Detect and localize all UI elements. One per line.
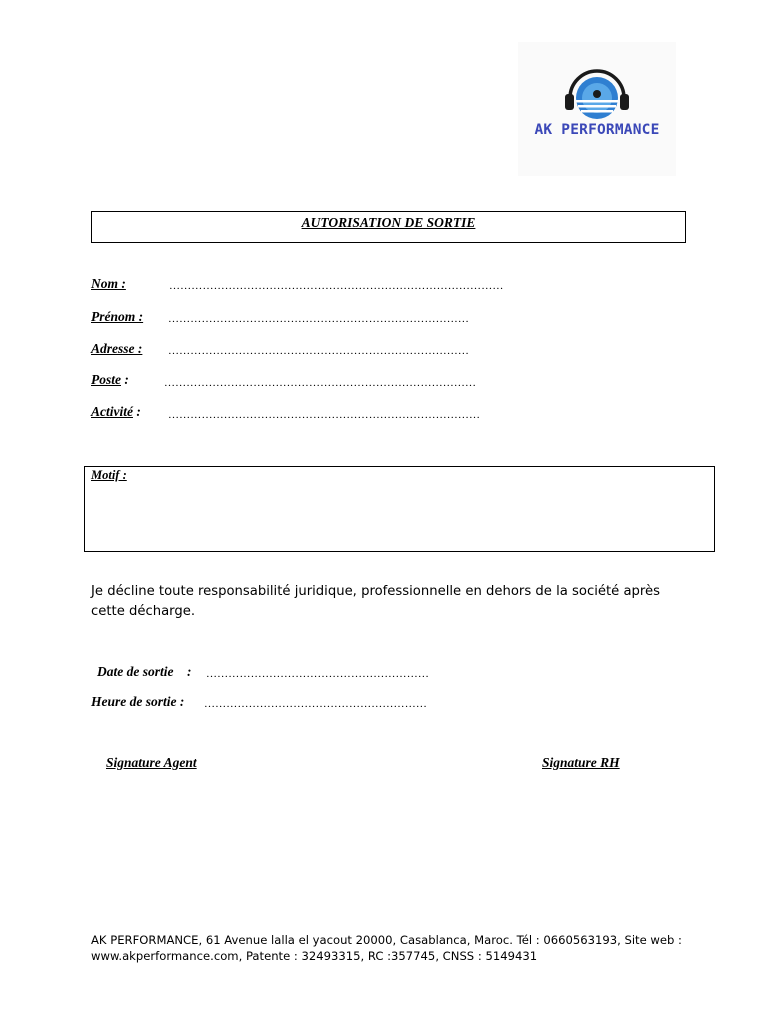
headphones-disc-icon	[562, 64, 632, 122]
document-title: AUTORISATION DE SORTIE	[301, 215, 476, 230]
activite-label: Activité :	[91, 404, 141, 419]
logo-brand-text: AK PERFORMANCE	[534, 122, 660, 138]
heure-label: Heure de sortie :	[91, 694, 185, 709]
title-box	[91, 211, 686, 243]
adresse-label: Adresse :	[91, 341, 143, 356]
poste-field[interactable]: …………………………………………………………………………	[164, 377, 477, 389]
motif-box[interactable]	[84, 466, 715, 552]
nom-field[interactable]: ………………………………………………………………………………	[169, 280, 504, 292]
signature-agent-label: Signature Agent	[106, 755, 197, 770]
prenom-label: Prénom :	[91, 309, 144, 324]
company-logo	[518, 42, 676, 176]
nom-label: Nom :	[91, 276, 126, 291]
activite-field[interactable]: …………………………………………………………………………	[168, 409, 481, 421]
motif-label: Motif :	[91, 468, 127, 482]
footer-address: AK PERFORMANCE, 61 Avenue lalla el yacout 20000, Casablanca, Maroc. Tél : 0660563193, Site web : www.akperformance.com, Patente : 32493315, RC :357745, CNSS : 5149431	[91, 933, 682, 963]
adresse-field[interactable]: ………………………………………………………………………	[168, 345, 470, 357]
date-field[interactable]: ……………………………………………………	[206, 668, 429, 680]
poste-label: Poste :	[91, 372, 129, 387]
date-label: Date de sortie :	[97, 664, 192, 679]
signature-rh-label: Signature RH	[542, 755, 620, 770]
heure-field[interactable]: ……………………………………………………	[204, 698, 427, 710]
statement-text: Je décline toute responsabilité juridique, professionnelle en dehors de la société après cette décharge.	[91, 584, 661, 619]
prenom-field[interactable]: ………………………………………………………………………	[168, 313, 470, 325]
